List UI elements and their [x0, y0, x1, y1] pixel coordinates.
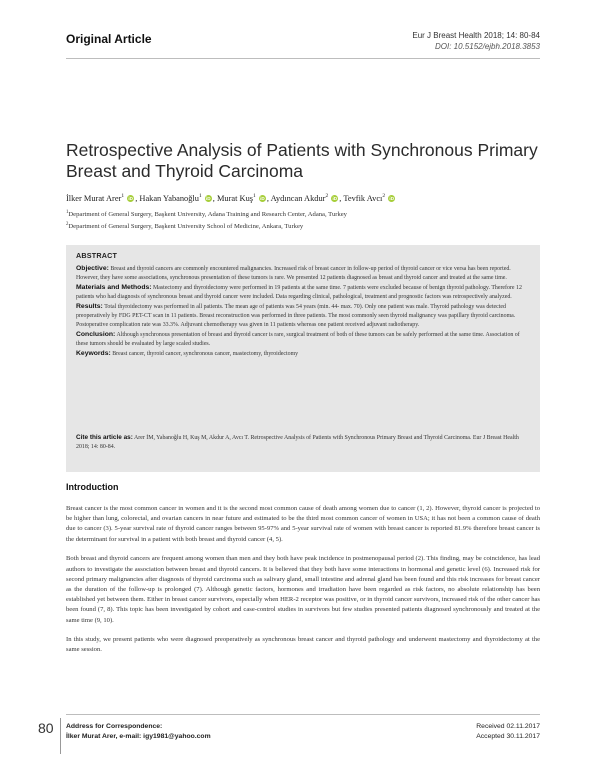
header-divider	[66, 58, 540, 59]
paragraph: Both breast and thyroid cancers are frequent among women than men and they both have peak incidence in postmenopausal period (2). This finding, may be coincidence, has lead authors to investigate the association between breast and thyroid cancers. It is believed that they both have some interactions in hormonal and genetic level (6). Increased risk for second primary malignancies after diagnosis of thyroid carcinoma such as salivary gland, small intestine and adrenal gland has been found and this risk increases for breast cancer as the duration of the follow-up is prolonged (7). Although genetic factors, hormones and irradiation have been regarded as risk factors, no absolute relationship has been established yet between them. Either in breast cancer survivors, especially when HER-2 receptor was positive, or in thyroid cancer survivors, increased risk of the other cancer has been found (7, 8). This topic has been investigated by cohort and case-control studies in survivors but few studies presented patients diagnosed synchronously and treated at the same time (9, 10).	[66, 555, 540, 624]
affiliations	[66, 208, 540, 232]
abstract-results	[76, 303, 530, 329]
author-affil-sup: 2	[325, 193, 329, 199]
author	[343, 194, 396, 203]
orcid-icon[interactable]: iD	[389, 196, 395, 202]
methods-label: Materials and Methods:	[76, 284, 152, 292]
abstract-box	[66, 245, 540, 433]
doi-link[interactable]: DOI: 10.5152/ejbh.2018.3853	[435, 42, 540, 51]
correspondence-text[interactable]: İlker Murat Arer, e-mail: igy1981@yahoo.com	[66, 733, 211, 740]
paragraph: In this study, we present patients who were diagnosed preoperatively as synchronous breast cancer and thyroid pathology and underwent mastectomy and thyroidectomy at the same session.	[66, 636, 540, 654]
affiliation: $^2$Department of General Surgery, Başkent University School of Medicine, Ankara, Turkey	[66, 222, 304, 231]
conclusion-label: Conclusion:	[76, 331, 116, 339]
page-number: 80	[38, 720, 54, 736]
author-name: Aydıncan Akdur	[270, 193, 326, 203]
abstract-heading: ABSTRACT	[76, 251, 118, 260]
author-name: İlker Murat Arer	[66, 193, 122, 203]
results-label: Results:	[76, 303, 103, 311]
objective-label: Objective:	[76, 265, 109, 272]
page-header	[66, 30, 540, 56]
author-affil-sup: 1	[253, 193, 256, 199]
keywords-label: Keywords:	[76, 350, 111, 358]
abstract-objective	[76, 265, 530, 282]
accepted-date: Accepted 30.11.2017	[476, 733, 540, 740]
article-title: Retrospective Analysis of Patients with Synchronous Primary Breast and Thyroid Carcinoma	[66, 140, 538, 181]
orcid-icon[interactable]: iD	[206, 196, 211, 202]
objective-text: Breast and thyroid cancers are commonly encountered malignancies. Increased risk of breast cancer in follow-up period of thyroid cancer or vice versa has been reported. However, they have some associations, synchronous presentation of these tumors is rare. We presented 12 patients diagnosed as breast and thyroid cancer and treated at the same time.	[76, 266, 511, 281]
orcid-icon[interactable]: iD	[332, 196, 338, 202]
introduction-body	[66, 504, 540, 665]
keywords-text: Breast cancer, thyroid cancer, synchronous cancer, mastectomy, thyroidectomy	[112, 351, 299, 358]
cite-box	[66, 428, 540, 472]
correspondence	[66, 722, 211, 742]
article-type: Original Article	[66, 32, 152, 46]
conclusion-text: Although synchronous presentation of breast and thyroid cancer is rare, surgical treatment of both of these tumors can be safely performed at the same time. Association of these tumors should be evaluated by large scaled studies.	[76, 332, 520, 347]
footer-divider	[66, 714, 540, 715]
author	[139, 194, 212, 203]
affiliation: $^1$Department of General Surgery, Başkent University, Adana Training and Research Center, Adana, Turkey	[66, 210, 347, 219]
orcid-icon[interactable]: iD	[260, 196, 265, 202]
author	[217, 194, 267, 203]
methods-text: Mastectomy and thyroidectomy were performed in 19 patients at the same time. 7 patients were excluded because of benign thyroid pathology. Therefore 12 patients who had diagnosis of synchronous breast and thyroid cancer were included. Data regarding clinical, pathological, treatment and prognostic factors was retrospectively analyzed.	[76, 285, 522, 300]
author	[271, 194, 340, 203]
author-affil-sup: 2	[382, 193, 386, 199]
author-name: Hakan Yabanoğlu	[139, 193, 199, 203]
orcid-icon[interactable]: iD	[128, 196, 133, 202]
author-list: İlker Murat Arer$^1$ iD , Hakan Yabanoğlu$^1$ iD , Murat Kuş$^1$ iD , Aydıncan Akdur$^2$ iD , Tevfik Avcı$^2$ iD	[66, 193, 540, 203]
abstract-conclusion	[76, 331, 530, 348]
correspondence-label: Address for Correspondence:	[66, 723, 163, 730]
journal-citation: Eur J Breast Health 2018; 14: 80-84	[412, 31, 540, 40]
journal-reference	[412, 30, 540, 52]
author-name: Murat Kuş	[216, 193, 254, 203]
author-affil-sup: 1	[121, 193, 125, 199]
footer-vertical-divider	[60, 718, 61, 754]
received-date: Received 02.11.2017	[476, 723, 540, 730]
cite-label: Cite this article as:	[76, 434, 133, 441]
paragraph: Breast cancer is the most common cancer in women and it is the second most common cause of death among women due to cancer (1, 2). However, thyroid cancer is projected to be higher than lung, colorectal, and ovarian cancers in near future and estimated to be the third most common cancer of women in USA; it has not been a common cause of death due to cancer (3). 5-year survival rate of thyroid cancer ranges between 95-97% and 5-year survival rate of women with breast cancer is reported 81.9% therefore breast cancer is the determinant for survival in a patient with both breast and thyroid cancer (4, 5).	[66, 505, 540, 543]
cite-text: Arer İM, Yabanoğlu H, Kuş M, Akdur A, Avcı T. Retrospective Analysis of Patients with Synchronous Primary Breast and Thyroid Carcinoma. Eur J Breast Health 2018; 14: 80-84.	[76, 435, 519, 450]
article-dates	[476, 722, 540, 742]
abstract-keywords	[76, 350, 530, 359]
section-heading-introduction: Introduction	[66, 482, 119, 492]
author-affil-sup: 1	[198, 193, 202, 199]
results-text: Total thyroidectomy was performed in all patients. The mean age of patients was 54 years (min. 44- max. 70). Only one patient was male. Thyroid pathology was detected preoperatively by FDG PET-CT scan in 11 patients. Breast reconstruction was performed in three patients. The most commonly seen thyroid malignancy was papillary thyroid carcinoma. Postoperative complication rate was 33.3%. Adjuvant chemotherapy was given in 11 patients whereas one patient received adjuvant radiotherapy.	[76, 304, 516, 328]
author-name: Tevfik Avcı	[343, 193, 383, 203]
abstract-methods	[76, 284, 530, 301]
author	[66, 194, 135, 203]
